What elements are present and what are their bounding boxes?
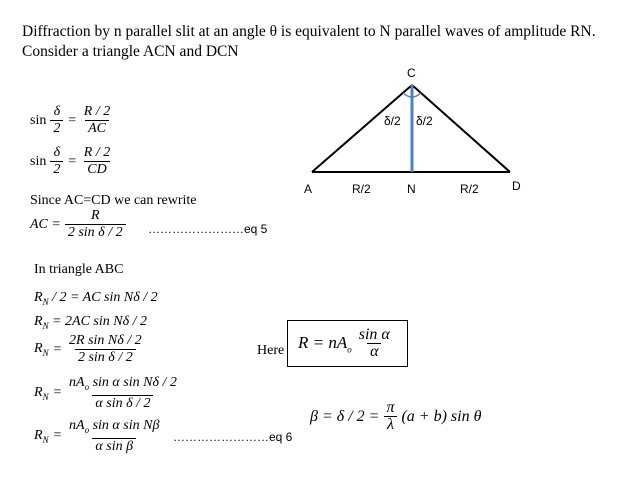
label-c: C: [407, 66, 416, 80]
eq6-tag: ……………………eq 6: [173, 430, 293, 444]
triangle-diagram: [300, 65, 530, 200]
here-label: Here: [257, 343, 285, 358]
label-left-half-angle: δ/2: [384, 114, 401, 128]
equation-sin-ac: sin $\frac{\delta}{2}$ = $\frac{R / 2}{AC}$: [30, 104, 111, 136]
boxed-equation-r: $R = nA_o$ $\frac{\text{sin α}}{\alpha}$: [287, 320, 408, 367]
intro-line-2: Consider a triangle ACN and DCN: [22, 43, 239, 60]
equation-beta: β = δ / 2 = $\frac{\pi}{\lambda}$ (a + b) sin θ: [310, 399, 482, 433]
intro-paragraph: [22, 22, 622, 62]
side-cd: [412, 85, 510, 172]
intro-line-1: Diffraction by n parallel slit at an angle θ is equivalent to N parallel waves of amplitude RN.: [22, 23, 596, 40]
label-d: D: [512, 179, 521, 193]
label-a: A: [304, 182, 313, 196]
equation-rn-3: $R_N$ = $\frac{\text{2R sin Nδ / 2}}{\text{2 sin δ / 2}}$: [34, 333, 142, 365]
equation-5: AC = $\frac{R}{\text{2 sin δ / 2}}$: [30, 208, 130, 241]
label-n: N: [407, 182, 416, 196]
side-ac: [312, 85, 412, 172]
equation-rn-1: $R_N / 2$ = AC sin Nδ / 2: [34, 290, 158, 307]
equation-rn-2: $R_N = 2AC$ sin Nδ / 2: [34, 314, 147, 331]
triangle-abc-text: In triangle ABC: [34, 262, 124, 277]
equation-rn-5: $R_N$ = $\frac{nA_o \sin \alpha \sin N\beta}{\text{α sin β}}$: [34, 418, 160, 454]
equation-sin-cd: sin $\frac{\delta}{2}$ = $\frac{R / 2}{CD}$: [30, 145, 111, 177]
since-text: Since AC=CD we can rewrite: [30, 193, 197, 208]
label-right-half-angle: δ/2: [416, 114, 433, 128]
equation-rn-4: $R_N$ = $\frac{nA_o \sin \alpha \sin N\delta / 2}{\text{α sin δ / 2}}$: [34, 375, 177, 411]
eq5-tag: ……………………eq 5: [148, 222, 268, 236]
label-r2-left: R/2: [352, 182, 371, 196]
label-r2-right: R/2: [460, 182, 479, 196]
